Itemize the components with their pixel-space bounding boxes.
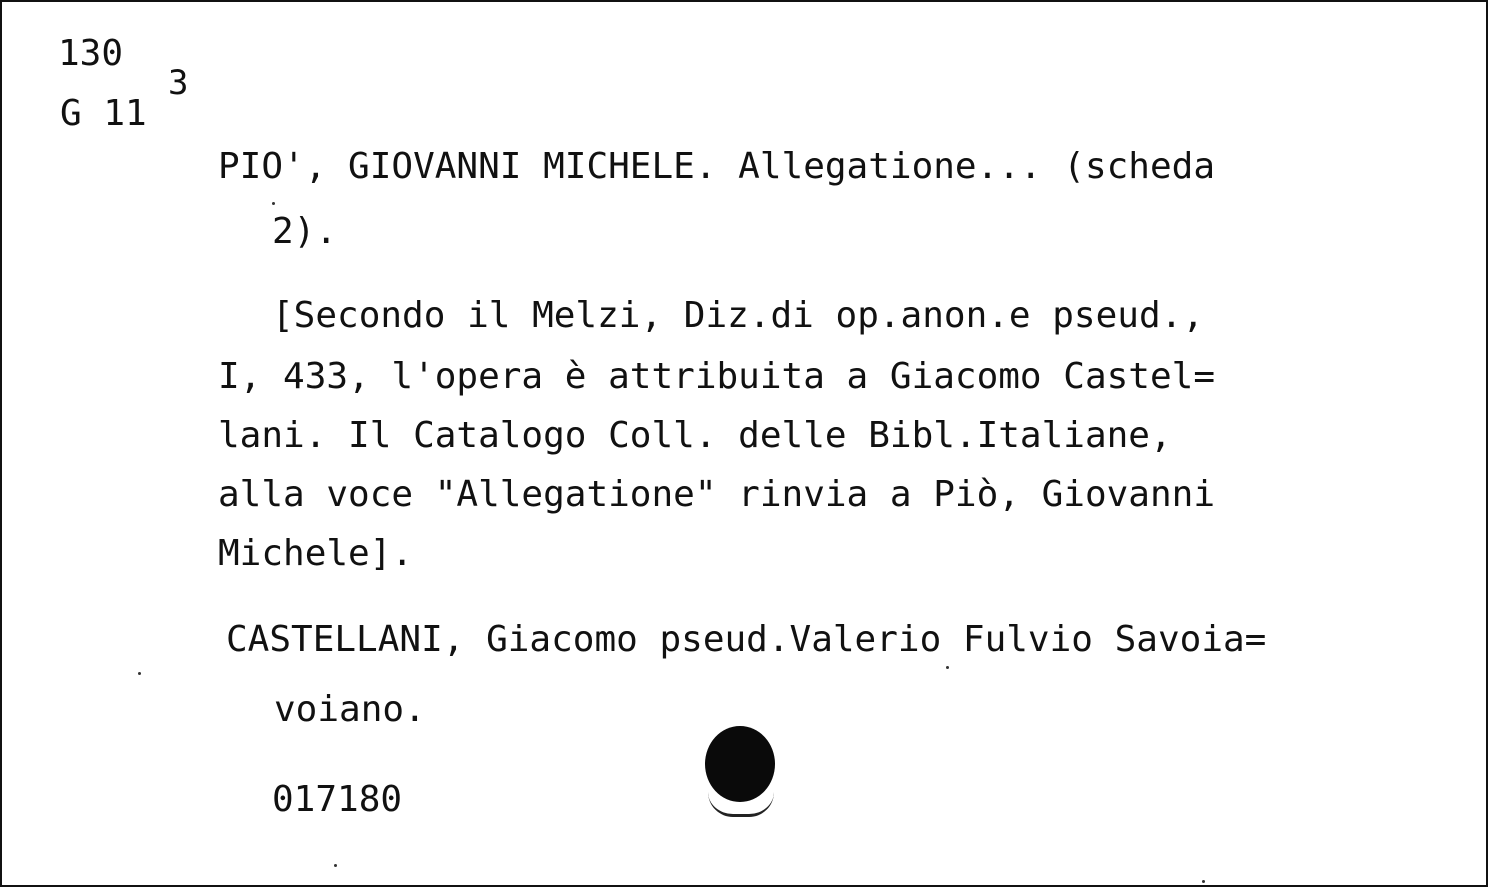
note-line-1: [Secondo il Melzi, Diz.di op.anon.e pseud., <box>272 295 1204 336</box>
speck <box>334 864 337 867</box>
note-line-4: alla voce "Allegatione" rinvia a Piò, Giovanni <box>218 474 1215 515</box>
cross-reference-line-1: CASTELLANI, Giacomo pseud.Valerio Fulvio Savoia= <box>226 619 1267 660</box>
punch-hole <box>705 726 775 802</box>
heading-line-1: PIO', GIOVANNI MICHELE. Allegatione... (scheda <box>218 146 1215 187</box>
record-number: 017180 <box>272 779 403 820</box>
speck <box>946 666 949 669</box>
speck <box>138 672 141 675</box>
shelfmark-line-1: 130 <box>58 33 124 74</box>
cross-reference-line-2: voiano. <box>274 689 426 730</box>
speck <box>1202 880 1205 883</box>
note-line-2: I, 433, l'opera è attribuita a Giacomo Castel= <box>218 356 1215 397</box>
shelfmark-superscript: 3 <box>168 63 189 103</box>
heading-line-2: 2). <box>272 211 338 252</box>
note-line-5: Michele]. <box>218 533 414 574</box>
speck <box>272 202 275 205</box>
shelfmark-line-2: G 11 <box>60 93 147 134</box>
punch-hole-shadow <box>708 792 774 817</box>
note-line-3: lani. Il Catalogo Coll. delle Bibl.Italiane, <box>218 415 1172 456</box>
